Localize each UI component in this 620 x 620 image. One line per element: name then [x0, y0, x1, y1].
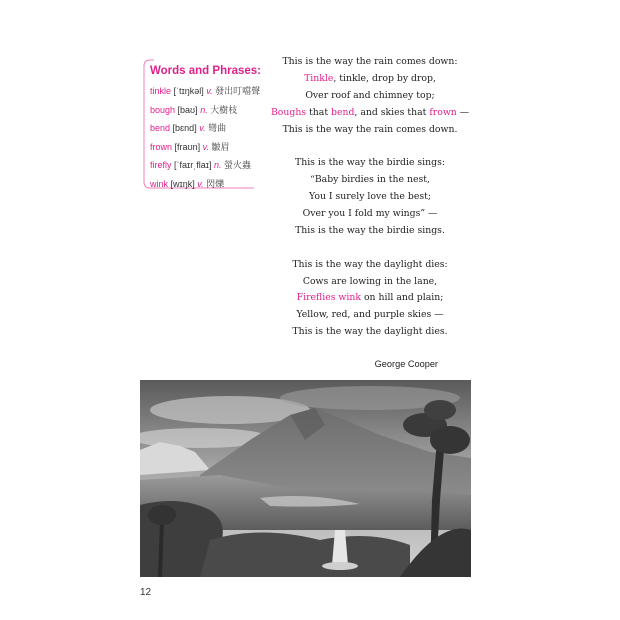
page-number: 12	[140, 587, 152, 598]
poem	[270, 54, 470, 341]
vocab-pos: v.	[206, 86, 213, 96]
poem-author: George Cooper	[374, 359, 438, 369]
vocabulary-title: Words and Phrases:	[150, 65, 261, 77]
poem-line: Cows are lowing in the lane,	[302, 275, 438, 287]
poem-line	[270, 105, 470, 122]
vocab-pos: v.	[199, 123, 206, 134]
line-text: , tinkle, drop by drop,	[333, 72, 436, 84]
vocab-item	[150, 177, 260, 196]
poem-line: Over roof and chimney top;	[305, 89, 435, 101]
vocab-pos: n.	[200, 104, 208, 115]
vocab-word: tinkle	[150, 86, 172, 96]
poem-line	[270, 290, 470, 307]
keyword: frown	[429, 106, 457, 118]
stanza-1	[270, 54, 470, 138]
stanza-3	[270, 257, 470, 341]
poem-line: This is the way the daylight dies:	[292, 258, 448, 270]
line-text: on hill and plain;	[360, 292, 444, 304]
poem-line: Over you I fold my wings” —	[302, 208, 438, 220]
poem-line: This is the way the birdie sings:	[295, 157, 445, 169]
poem-line: This is the way the birdie sings.	[295, 224, 445, 236]
line-text: that	[306, 106, 332, 118]
stanza-gap	[270, 240, 470, 257]
stanza-2	[270, 155, 470, 239]
vocab-ipa: [ˈtɪŋkəl]	[173, 86, 204, 96]
vocab-meaning: 發出叮噹聲	[215, 86, 261, 96]
keyword: Tinkle	[304, 72, 334, 84]
vocab-ipa: [ˈfaɪrˌflaɪ]	[174, 160, 212, 171]
line-text: , and skies that	[354, 106, 430, 118]
vocab-word: bough	[150, 104, 176, 115]
vocab-meaning: 大樹枝	[210, 104, 238, 115]
vocab-word: frown	[150, 141, 173, 152]
vocab-item	[150, 121, 260, 140]
pool	[322, 562, 358, 570]
vocab-item	[150, 103, 260, 122]
vocab-ipa: [wɪŋk]	[170, 178, 195, 189]
vocab-word: firefly	[150, 160, 172, 171]
vocab-meaning: 彎曲	[208, 123, 227, 134]
poem-line: This is the way the daylight dies.	[292, 326, 448, 338]
line-text: —	[456, 106, 470, 118]
keyword: bend	[331, 106, 355, 118]
vocab-pos: v.	[197, 178, 204, 189]
vocab-ipa: [fraʊn]	[174, 141, 201, 152]
vocabulary-list	[150, 84, 260, 196]
vocab-item	[150, 158, 260, 177]
keyword: Fireflies wink	[296, 292, 361, 304]
poem-line: “Baby birdies in the nest,	[310, 174, 430, 186]
poem-line: You I surely love the best;	[309, 191, 431, 203]
vocab-item	[150, 84, 260, 103]
vocab-meaning: 螢火蟲	[224, 160, 252, 171]
vocab-meaning: 閃爍	[206, 178, 225, 189]
vocab-item	[150, 140, 260, 159]
vocab-pos: v.	[202, 141, 210, 152]
landscape-painting	[140, 380, 471, 577]
keyword: Boughs	[270, 106, 307, 118]
vocab-ipa: [bɛnd]	[172, 123, 197, 134]
vocab-meaning: 皺眉	[211, 141, 230, 152]
poem-line: This is the way the rain comes down.	[282, 123, 458, 135]
stanza-gap	[270, 138, 470, 155]
vocabulary-box	[142, 58, 261, 190]
vocab-word: wink	[150, 178, 169, 189]
foreground-ground	[200, 533, 410, 578]
poem-line	[270, 71, 470, 88]
vocab-ipa: [baʊ]	[177, 104, 198, 115]
poem-line: Yellow, red, and purple skies —	[296, 309, 444, 321]
vocab-word: bend	[150, 123, 171, 134]
poem-line: This is the way the rain comes down:	[282, 56, 458, 67]
vocab-pos: n.	[213, 160, 222, 171]
